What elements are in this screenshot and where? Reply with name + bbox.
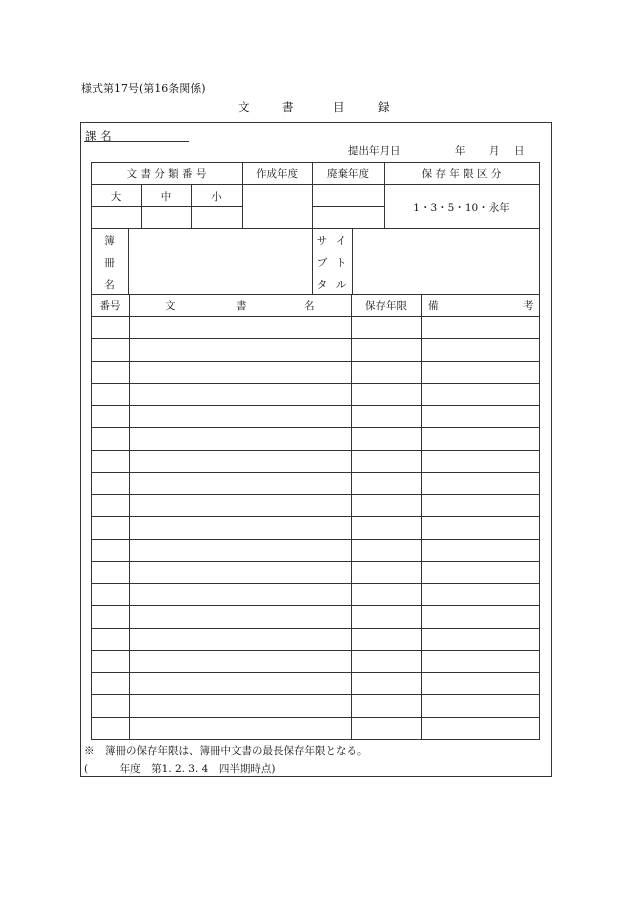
table-row-line [91,628,540,629]
table-row-line [91,405,540,406]
grid-line [91,228,540,229]
grid-line [128,228,129,294]
class-small-header: 小 [211,191,222,203]
title-char: 文 [238,100,250,114]
book-name-label: 冊 [104,257,115,269]
grid-line [91,316,540,317]
remarks-column-header: 考 [523,300,534,312]
subtitle-label: ト [335,257,347,269]
subtitle-label: サ [316,235,328,247]
table-row-line [91,694,540,695]
table-row-line [91,539,540,540]
table-row-line [91,338,540,339]
subtitle-label: ル [335,279,347,291]
table-row-line [91,672,540,673]
remarks-column-header: 備 [428,300,439,312]
footnote: ※ 簿冊の保存年限は、簿冊中文書の最長保存年限となる。 [84,745,368,757]
grid-line [91,162,540,163]
table-row-line [91,450,540,451]
grid-line [312,162,313,294]
title-char: 目 [333,100,345,114]
section-name-underline [84,141,189,142]
subtitle-label: ブ [316,257,328,269]
doc-name-column-header: 文 [165,300,176,312]
table-row-line [91,361,540,362]
grid-line [91,206,242,207]
book-name-label: 名 [104,279,115,291]
doc-name-column-header: 書 [236,300,247,312]
book-name-label: 簿 [104,235,115,247]
class-medium-header: 中 [160,191,172,203]
class-large-header: 大 [110,191,122,203]
submission-month-label: 月 [489,145,500,157]
grid-line [312,206,384,207]
subtitle-label: イ [335,235,347,247]
table-row-line [91,383,540,384]
grid-line [91,184,540,185]
table-row-line [91,561,540,562]
retention-column-header: 保存年限 [365,300,407,312]
disposal-year-header: 廃棄年度 [327,168,369,180]
retention-options: 1・3・5・10・永年 [413,202,510,214]
section-name-label: 課 名 [85,129,112,143]
submission-year-label: 年 [455,145,466,157]
submission-day-label: 日 [514,145,525,157]
table-row-line [91,472,540,473]
form-number-label: 様式第17号(第16条関係) [81,82,206,95]
grid-line [352,228,353,294]
submission-date-label: 提出年月日 [348,145,401,157]
retention-class-header: 保 存 年 限 区 分 [421,168,502,180]
table-row-line [91,516,540,517]
created-year-header: 作成年度 [256,168,298,180]
table-row-line [91,650,540,651]
doc-name-column-header: 名 [304,300,315,312]
title-char: 録 [378,100,390,114]
title-char: 書 [282,100,294,114]
classification-number-header: 文 書 分 類 番 号 [126,168,207,180]
number-column-header: 番号 [99,300,121,312]
subtitle-label: タ [316,279,328,291]
grid-line [91,294,540,295]
table-row-line [91,717,540,718]
period-note: ( 年度 第1. 2. 3. 4 四半期時点) [84,763,276,775]
table-row-line [91,583,540,584]
table-row-line [91,427,540,428]
table-row-line [91,739,540,740]
table-row-line [91,494,540,495]
table-row-line [91,605,540,606]
